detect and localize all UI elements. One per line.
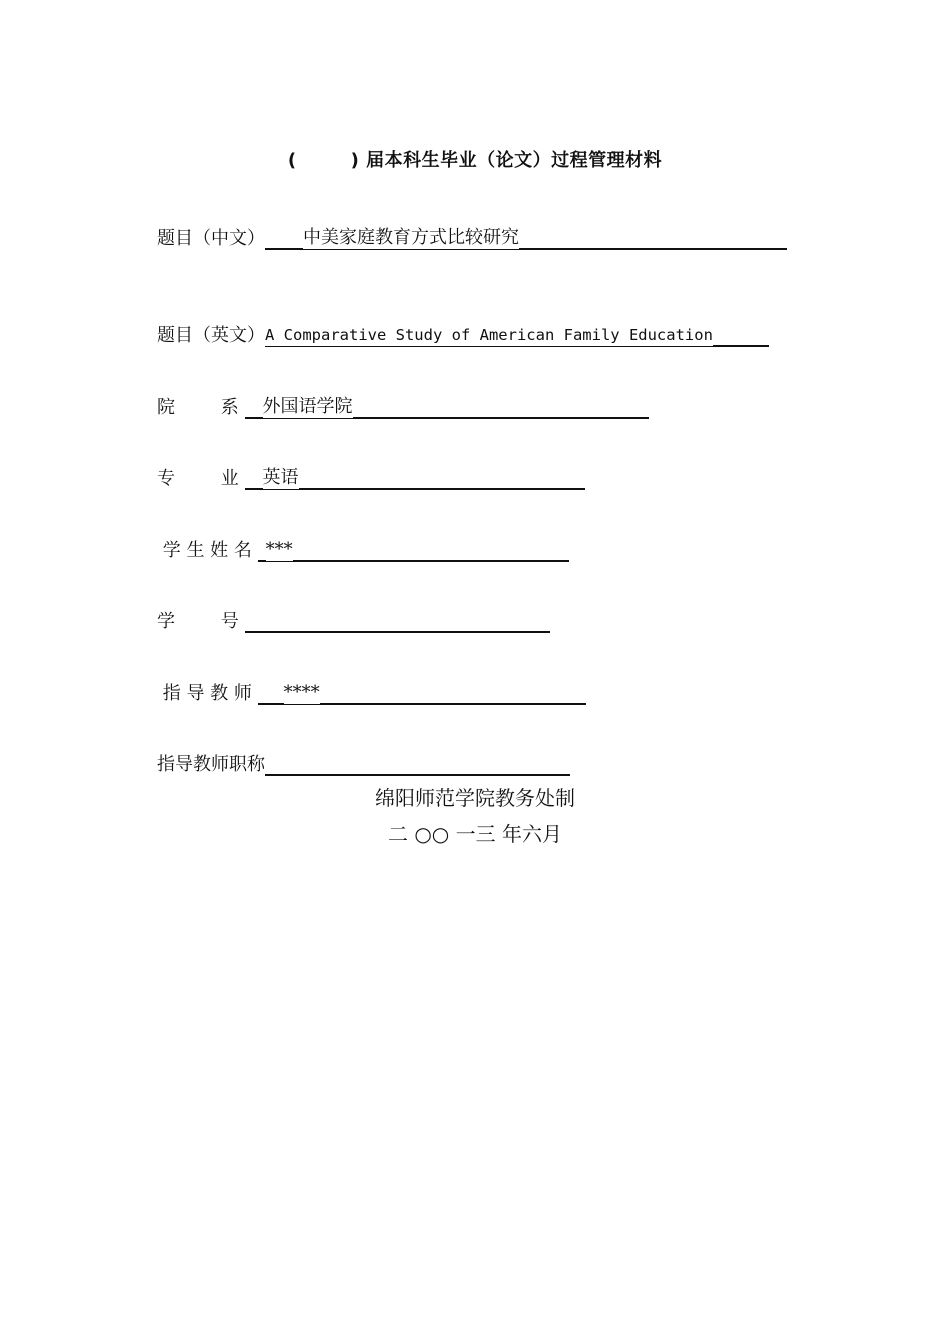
field-department-tail-line	[353, 395, 649, 419]
field-student-name	[157, 534, 569, 562]
field-title-cn-label: 题目（中文）	[157, 228, 265, 249]
field-advisor-tail-line	[320, 681, 586, 705]
field-advisor-title-value[interactable]	[265, 752, 570, 776]
field-advisor-label: 指 导 教 师	[157, 683, 258, 704]
field-title-cn-lead-line	[265, 226, 303, 250]
field-major-value[interactable]: 英语	[262, 467, 299, 488]
field-student-name-lead-line	[258, 538, 266, 562]
field-student-name-tail-line	[293, 538, 569, 562]
field-student-id-label: 学 号	[157, 611, 245, 632]
field-title-cn-value[interactable]: 中美家庭教育方式比较研究	[303, 227, 519, 248]
field-title-cn	[157, 222, 787, 250]
field-title-en	[157, 319, 769, 347]
field-department-value[interactable]: 外国语学院	[262, 396, 353, 417]
field-title-en-tail-line	[713, 323, 769, 347]
field-major	[157, 462, 585, 490]
field-student-id-value[interactable]	[245, 609, 550, 633]
field-title-cn-tail-line	[519, 226, 787, 250]
field-student-id	[157, 605, 550, 633]
field-advisor	[157, 677, 586, 705]
field-major-lead-line	[245, 466, 263, 490]
field-advisor-title	[157, 748, 570, 776]
field-department-label: 院 系	[157, 397, 245, 418]
field-student-name-label: 学 生 姓 名	[157, 540, 258, 561]
field-advisor-title-label: 指导教师职称	[157, 754, 265, 775]
field-advisor-value[interactable]: ****	[283, 682, 320, 703]
field-major-label: 专 业	[157, 468, 245, 489]
footer-date: 二 ○○ 一三 年六月	[388, 822, 562, 846]
field-department	[157, 391, 649, 419]
document-title: ( ) 届本科生毕业（论文）过程管理材料	[287, 150, 663, 171]
field-advisor-lead-line	[258, 681, 284, 705]
field-department-lead-line	[245, 395, 263, 419]
field-student-name-value[interactable]: ***	[265, 539, 293, 560]
field-title-en-value[interactable]: A Comparative Study of American Family Education	[265, 323, 713, 347]
field-major-tail-line	[299, 466, 585, 490]
footer-issuer: 绵阳师范学院教务处制	[375, 786, 575, 810]
field-title-en-label: 题目（英文）	[157, 325, 265, 346]
